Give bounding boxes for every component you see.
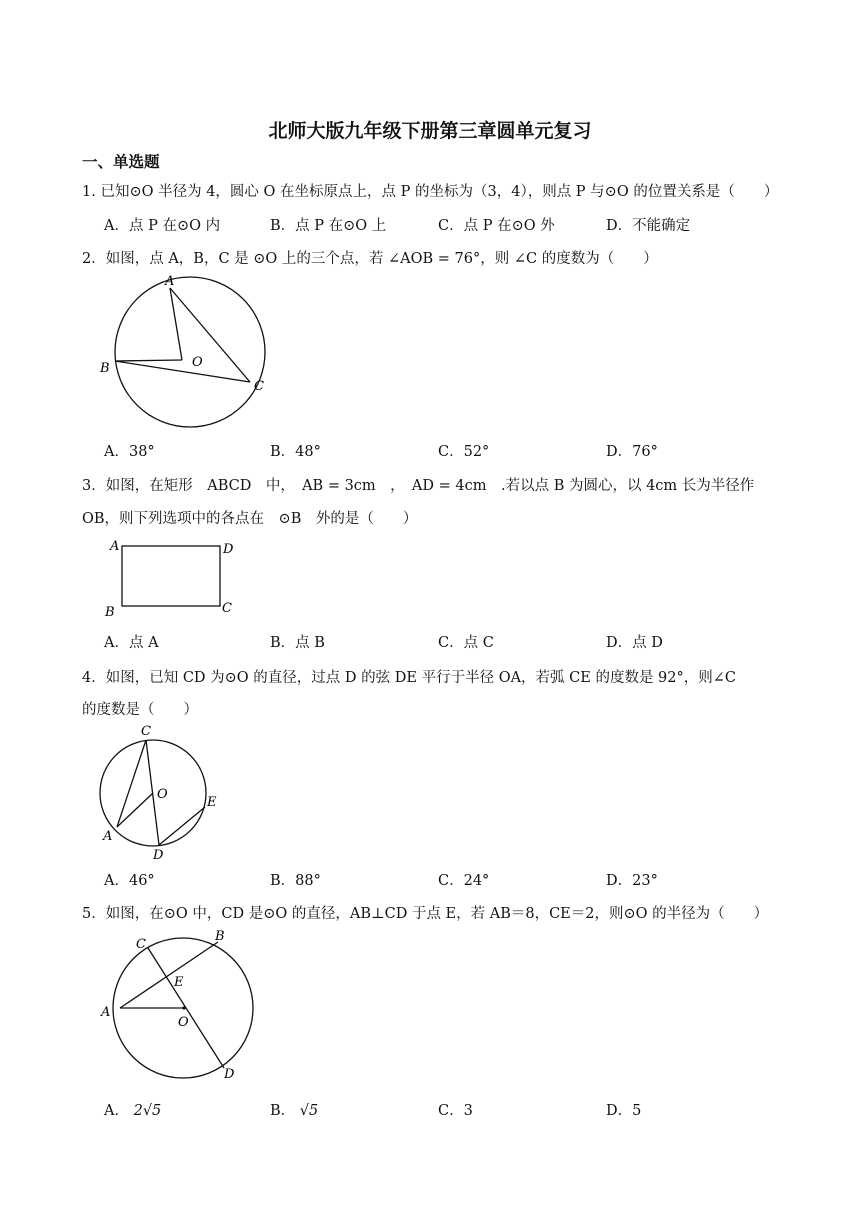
section-heading: 一、单选题 — [82, 153, 160, 171]
question-3-label-d: D — [223, 542, 234, 557]
question-2-label-b: B — [100, 361, 110, 376]
question-4-label-o: O — [157, 787, 168, 802]
question-2-figure — [95, 272, 275, 432]
question-3-stem-line-1: 3．如图，在矩形 ABCD 中， AB = 3cm ， AD = 4cm .若以点 B 为圆心，以 4cm 长为半径作 — [82, 478, 755, 494]
question-3-label-c: C — [222, 601, 232, 616]
question-3-figure — [105, 536, 245, 622]
question-3-option-a[interactable]: A．点 A — [104, 635, 159, 651]
question-2-option-b[interactable]: B．48° — [270, 444, 321, 460]
question-5-option-b[interactable] — [270, 1099, 318, 1120]
question-5-label-a: A — [101, 1005, 111, 1020]
question-2-label-c: C — [254, 379, 264, 394]
question-4-option-d[interactable]: D．23° — [606, 873, 658, 889]
question-5-stem: 5．如图，在⊙O 中，CD 是⊙O 的直径，AB⊥CD 于点 E，若 AB＝8，CE＝2，则⊙O 的半径为（ ） — [82, 906, 769, 922]
question-5-option-d[interactable]: D．5 — [606, 1103, 642, 1119]
question-5-label-b: B — [215, 929, 225, 944]
question-3-label-a: A — [110, 539, 120, 554]
question-2-label-o: O — [192, 355, 203, 370]
question-5-option-a-math: 2√5 — [133, 1103, 162, 1119]
question-5-label-e: E — [174, 975, 184, 990]
question-4-option-a[interactable]: A．46° — [104, 873, 155, 889]
question-2-stem: 2．如图，点 A，B，C 是 ⊙O 上的三个点，若 ∠AOB = 76°，则 ∠C 的度数为（ ） — [82, 251, 658, 267]
question-5-option-a-letter: A． — [104, 1103, 129, 1119]
question-4-label-e: E — [207, 795, 217, 810]
question-3-label-b: B — [105, 605, 115, 620]
question-4-label-a: A — [103, 829, 113, 844]
question-1-option-c[interactable]: C．点 P 在⊙O 外 — [438, 218, 555, 234]
question-4-option-c[interactable]: C．24° — [438, 873, 490, 889]
question-1-option-d[interactable]: D．不能确定 — [606, 218, 691, 234]
question-4-label-c: C — [141, 724, 151, 739]
question-4-stem-line-2: 的度数是（ ） — [82, 702, 198, 718]
question-5-label-d: D — [224, 1067, 235, 1082]
question-2-option-a[interactable]: A．38° — [104, 444, 155, 460]
question-4-figure — [95, 722, 235, 862]
question-5-label-o: O — [178, 1015, 189, 1030]
question-1-option-b[interactable]: B．点 P 在⊙O 上 — [270, 218, 387, 234]
question-5-figure — [98, 926, 268, 1086]
question-5-option-c[interactable]: C．3 — [438, 1103, 473, 1119]
question-3-option-b[interactable]: B．点 B — [270, 635, 325, 651]
question-3-option-c[interactable]: C．点 C — [438, 635, 494, 651]
page-title: 北师大版九年级下册第三章圆单元复习 — [268, 120, 592, 142]
question-5-option-b-math: √5 — [299, 1103, 319, 1119]
question-4-option-b[interactable]: B．88° — [270, 873, 321, 889]
question-4-label-d: D — [153, 848, 164, 863]
question-3-option-d[interactable]: D．点 D — [606, 635, 663, 651]
question-1-stem: 1. 已知⊙O 半径为 4，圆心 O 在坐标原点上，点 P 的坐标为（3，4），则点 P 与⊙O 的位置关系是（ ） — [82, 184, 779, 200]
question-5-option-b-letter: B． — [270, 1103, 296, 1119]
question-2-option-c[interactable]: C．52° — [438, 444, 490, 460]
question-1-option-a[interactable]: A．点 P 在⊙O 内 — [104, 218, 221, 234]
question-4-stem-line-1: 4．如图，已知 CD 为⊙O 的直径，过点 D 的弦 DE 平行于半径 OA，若弧 CE 的度数是 92°，则∠C — [82, 670, 736, 686]
question-5-label-c: C — [136, 937, 146, 952]
question-3-stem-line-2: OB，则下列选项中的各点在 ⊙B 外的是（ ） — [82, 511, 418, 527]
question-2-label-a: A — [165, 274, 175, 289]
question-2-option-d[interactable]: D．76° — [606, 444, 658, 460]
question-5-option-a[interactable] — [104, 1099, 161, 1120]
